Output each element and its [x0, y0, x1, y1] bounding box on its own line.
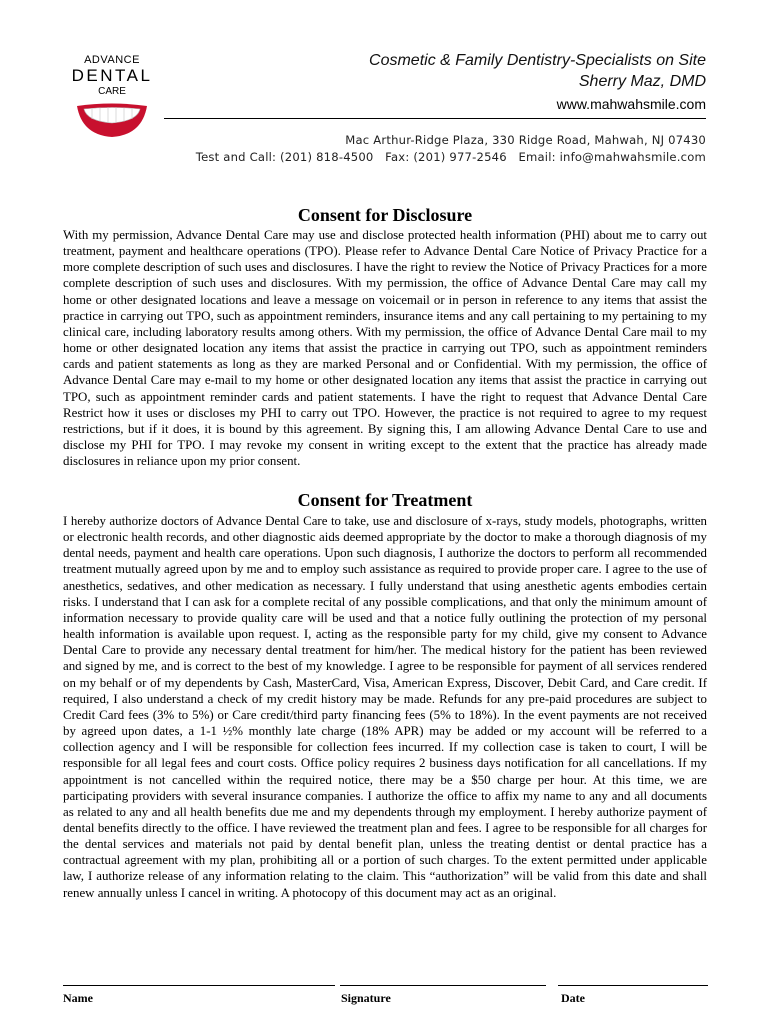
- practice-tagline: Cosmetic & Family Dentistry-Specialists on Site: [369, 52, 706, 69]
- date-label: Date: [561, 991, 585, 1005]
- signature-line[interactable]: [340, 985, 546, 986]
- date-line[interactable]: [558, 985, 708, 986]
- name-line[interactable]: [63, 985, 335, 986]
- header-divider: [164, 118, 706, 119]
- header-info: [369, 50, 706, 115]
- disclosure-title: Consent for Disclosure: [297, 205, 473, 225]
- disclosure-text: With my permission, Advance Dental Care may use and disclose protected health information (PHI) about me to carry out treatment, payment and healthcare operations (TPO). Please refer to Advance Dental Care Notice of Privacy Practice for a more complete description of such uses and disclosures. I have the right to review the Notice of Privacy Practices for a more complete description of such uses and disclosures. With my permission, the office of Advance Dental Care may call my home or other designated locations and leave a message on voicemail or in person in reference to any items that assist the practice in carrying out TPO, such as appointment reminders, insurance items and any call pertaining to my pertaining to my clinical care, including laboratory results among others. With my permission, the office of Advance Dental Care mail to my home or other designated location any items that assist the practice in carrying out TPO, such as appointment reminders cards and patient statements as long as they are marked Personal and or Confidential. With my permission, the office of Advance Dental Care may e-mail to my home or other designated location any items that assist the practice in carrying out TPO, such as appointment reminder cards and patient statements. I have the right to request that Advance Dental Care Restrict how it uses or discloses my PHI to carry out TPO. However, the practice is not required to agree to my request restrictions, but if it does, it is bound by this agreement. By signing this, I am allowing Advance Dental Care to use and disclose my PHI for TPO. I may revoke my consent in writing except to the extent that the practice has already made disclosures in reliance upon my prior consent.: [63, 228, 707, 469]
- practice-phones: Test and Call: (201) 818-4500 Fax: (201) 977-2546 Email: info@mahwahsmile.com: [195, 150, 706, 164]
- logo-line-dental: DENTAL: [71, 66, 153, 85]
- website-link[interactable]: www.mahwahsmile.com: [556, 96, 706, 112]
- smile-icon: [74, 99, 150, 139]
- contact-info: [196, 132, 706, 166]
- doctor-name: Sherry Maz, DMD: [578, 73, 706, 90]
- treatment-title: Consent for Treatment: [297, 490, 473, 510]
- logo-line-advance: ADVANCE: [84, 54, 140, 66]
- treatment-text: I hereby authorize doctors of Advance Dental Care to take, use and disclosure of x-rays, study models, photographs, written or electronic health records, and other diagnostic aids deemed appropriate by the doctor to make a thorough diagnosis of my dental needs, payment and health care operations. Upon such diagnosis, I authorize the doctors to perform all recommended treatment mutually agreed upon by me and to employ such assistance as required to provide proper care. I agree to the use of anesthetics, sedatives, and other medication as necessary. I fully understand that using anesthetic agents embodies certain risks. I understand that I can ask for a complete recital of any possible complications, and that only the minimum amount of information necessary to provide quality care will be used and that a notice fully outlining the protection of my personal health information is available upon request. I, acting as the responsible party for my child, give my consent to Advance Dental Care to provide any necessary dental treatment for him/her. The medical history for the patient has been reviewed and signed by me, and is correct to the best of my knowledge. I agree to be responsible for payment of all services rendered on my behalf or of my dependents by Cash, MasterCard, Visa, American Express, Discover, Debit Card, and Care credit. If required, I also understand a check of my credit history may be made. Refunds for any pre-paid procedures are subject to Credit Card fees (3% to 5%) or Care credit/third party financing fees (5% to 18%). In the event payments are not received by agreed upon dates, a 1-1 ½% monthly late charge (18% APR) may be added or my account will be referred to a collection agency and I will be responsible for collection fees incurred. If my collection case is taken to court, I will be responsible for all legal fees and court costs. Office policy requires 2 business days notification for all cancellations. If my appointment is not cancelled within the required notice, there may be a $50 charge per hour. At this time, we are participating providers with several insurance companies. I authorize the office to affix my name to any and all documents as related to any and all health benefits due me and my dependents through my employment. I hereby authorize payment of dental benefits directly to the office. I have reviewed the treatment plan and fees. I agree to be responsible for all charges for the dental services and materials not paid by dental benefit plan, unless the treating dentist or dental practice has a contractual agreement with my plan, prohibiting all or a portion of such charges. To the extent permitted under applicable law, I authorize release of any information relating to the claim. This “authorization” will be valid from this date and shall renew annually unless I cancel in writing. A photocopy of this document may act as an original.: [63, 514, 707, 900]
- logo-line-care: CARE: [98, 86, 126, 97]
- signature-label: Signature: [341, 991, 391, 1005]
- practice-logo: [62, 54, 162, 139]
- name-label: Name: [63, 991, 93, 1005]
- practice-address: Mac Arthur-Ridge Plaza, 330 Ridge Road, Mahwah, NJ 07430: [345, 133, 706, 147]
